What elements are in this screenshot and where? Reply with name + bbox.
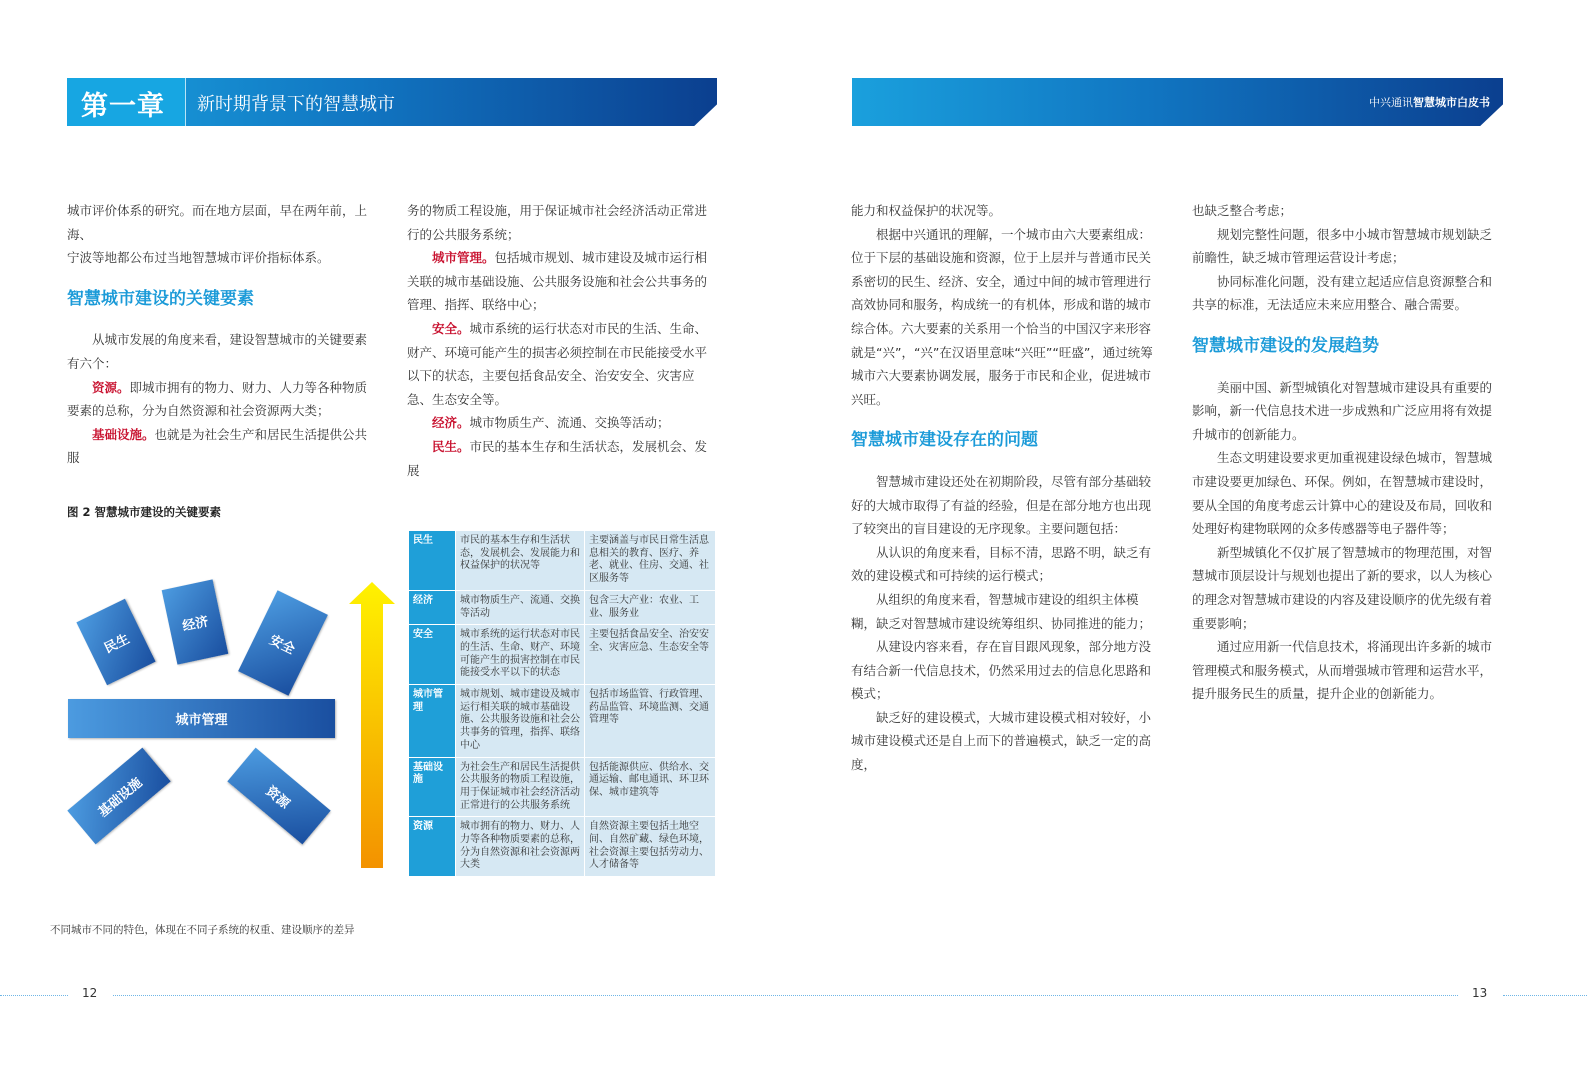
up-arrow-icon	[347, 580, 397, 870]
table-cell: 包括能源供应、供给水、交通运输、邮电通讯、环卫环保、城市建筑等	[585, 757, 716, 817]
page-number-left: 12	[82, 986, 98, 1000]
paragraph: 城市管理。包括城市规划、城市建设及城市运行相关联的城市基础设施、公共服务设施和社会公共事务的管理、指挥、联络中心；	[407, 250, 708, 313]
table-row	[409, 531, 715, 590]
paragraph: 协同标准化问题，没有建立起适应信息资源整合和共享的标准，无法适应未来应用整合、融合需要。	[1192, 273, 1493, 313]
keyword: 民生。	[432, 438, 470, 454]
table-cell: 主要包括食品安全、治安安全、灾害应急、生态安全等	[585, 625, 716, 685]
table-cell: 主要涵盖与市民日常生活息息相关的教育、医疗、养老、就业、住房、交通、社区服务等	[585, 531, 716, 590]
paragraph: 也缺乏整合考虑；	[1192, 203, 1293, 218]
chapter-title: 新时期背景下的智慧城市	[197, 94, 395, 115]
left-column-2	[407, 199, 717, 482]
table-cell: 城市规划、城市建设及城市运行相关联的城市基础设施、公共服务设施和社会公共事务的管理，指挥、联络中心	[456, 685, 585, 758]
tile-minsheng: 民生	[76, 599, 155, 686]
paragraph: 民生。市民的基本生存和生活状态，发展机会、发展	[407, 438, 708, 478]
section-heading-problems: 智慧城市建设存在的问题	[851, 430, 1038, 451]
keyword: 城市管理。	[432, 250, 495, 266]
paragraph: 安全。城市系统的运行状态对市民的生活、生命、财产、环境可能产生的损害必须控制在市民能接受水平以下的状态，主要包括食品安全、治安安全、灾害应急、生态安全等。	[407, 320, 708, 407]
keyword: 资源。	[92, 379, 130, 395]
table-row	[409, 757, 715, 817]
keyword: 基础设施。	[92, 426, 155, 442]
section-heading-trends: 智慧城市建设的发展趋势	[1192, 335, 1379, 356]
figure-caption: 不同城市不同的特色，体现在不同子系统的权重、建设顺序的差异	[50, 924, 355, 936]
key-elements-table	[409, 531, 715, 877]
section-heading-key-elements: 智慧城市建设的关键要素	[67, 288, 254, 309]
footer-rule	[1503, 995, 1587, 996]
paragraph: 通过应用新一代信息技术，将涌现出许多新的城市管理模式和服务模式，从而增强城市管理和运营水平，提升服务民生的质量，提升企业的创新能力。	[1192, 639, 1493, 702]
chapter-number: 第一章	[81, 91, 165, 122]
table-row	[409, 817, 715, 877]
table-cell: 为社会生产和居民生活提供公共服务的物质工程设施，用于保证城市社会经济活动正常进行的公共服务系统	[456, 757, 585, 817]
table-cell: 城市系统的运行状态对市民的生活、生命、财产、环境可能产生的损害控制在市民能接受水平以下的状态	[456, 625, 585, 685]
paragraph: 规划完整性问题，很多中小城市智慧城市规划缺乏前瞻性，缺乏城市管理运营设计考虑；	[1192, 226, 1493, 266]
paragraph: 能力和权益保护的状况等。	[851, 203, 1002, 218]
tile-anquan: 安全	[238, 590, 328, 695]
tile-chengshi-guanli: 城市管理	[68, 699, 335, 738]
paragraph: 根据中兴通讯的理解，一个城市由六大要素组成：位于下层的基础设施和资源，位于上层并与普通市民关系密切的民生、经济、安全，通过中间的城市管理进行高效协同和服务，构成统一的有机体，形成和谐的城市综合体。六大要素的关系用一个恰当的中国汉字来形容就是“兴”，“兴”在汉语里意味“兴旺”“旺盛”，通过统筹城市六大要素协调发展，服务于市民和企业，促进城市兴旺。	[851, 226, 1153, 407]
paragraph: 从城市发展的角度来看，建设智慧城市的关键要素有六个：	[67, 332, 368, 371]
table-cell: 包含三大产业：农业、工业、服务业	[585, 590, 716, 624]
paragraph: 资源。即城市拥有的物力、财力、人力等各种物质要素的总称，分为自然资源和社会资源两大类；	[67, 379, 368, 419]
page-number-right: 13	[1472, 986, 1488, 1000]
footer-rule	[113, 995, 1458, 996]
figure-title: 图 2 智慧城市建设的关键要素	[67, 505, 222, 519]
tile-jingji: 经济	[162, 579, 229, 664]
paragraph: 经济。城市物质生产、流通、交换等活动；	[432, 415, 670, 431]
paragraph: 从组织的角度来看，智慧城市建设的组织主体模糊，缺乏对智慧城市建设统筹组织、协同推进的能力；	[851, 591, 1152, 631]
table-row	[409, 625, 715, 685]
brand-title: 中兴通讯智慧城市白皮书	[1369, 96, 1490, 109]
right-column-1	[851, 199, 1161, 777]
intro-line-2: 宁波等地都公布过当地智慧城市评价指标体系。	[67, 250, 330, 266]
right-column-2	[1192, 199, 1502, 706]
table-key: 基础设施	[409, 757, 456, 817]
paragraph: 美丽中国、新型城镇化对智慧城市建设具有重要的影响，新一代信息技术进一步成熟和广泛应用将有效提升城市的创新能力。	[1192, 379, 1493, 442]
paragraph: 智慧城市建设还处在初期阶段，尽管有部分基础较好的大城市取得了有益的经验，但是在部分地方也出现了较突出的盲目建设的无序现象。主要问题包括：	[851, 473, 1152, 537]
tile-jichu-sheshi: 基础设施	[67, 748, 170, 845]
paragraph: 从建设内容来看，存在盲目跟风现象，部分地方没有结合新一代信息技术，仍然采用过去的信息化思路和模式；	[851, 639, 1152, 702]
intro-line-1: 城市评价体系的研究。而在地方层面，早在两年前，上海、	[67, 203, 368, 242]
table-key: 城市管理	[409, 685, 456, 758]
paragraph: 生态文明建设要求更加重视建设绿色城市，智慧城市建设要更加绿色、环保。例如，在智慧城市建设时，要从全国的角度考虑云计算中心的建设及布局，回收和处理好构建物联网的众多传感器等电子器件等；	[1192, 450, 1493, 537]
tile-ziyuan: 资源	[227, 748, 330, 845]
table-cell: 城市物质生产、流通、交换等活动	[456, 590, 585, 624]
table-row	[409, 685, 715, 758]
table-row	[409, 590, 715, 624]
keyword: 经济。	[432, 415, 470, 431]
keyword: 安全。	[432, 320, 470, 336]
table-key: 资源	[409, 817, 456, 877]
paragraph: 务的物质工程设施，用于保证城市社会经济活动正常进行的公共服务系统；	[407, 203, 708, 242]
paragraph: 基础设施。也就是为社会生产和居民生活提供公共服	[67, 426, 368, 466]
paragraph: 新型城镇化不仅扩展了智慧城市的物理范围，对智慧城市顶层设计与规划也提出了新的要求，以人为核心的理念对智慧城市建设的内容及建设顺序的优先级有着重要影响；	[1192, 544, 1493, 631]
table-key: 经济	[409, 590, 456, 624]
table-cell: 自然资源主要包括土地空间、自然矿藏、绿色环境，社会资源主要包括劳动力、人才储备等	[585, 817, 716, 877]
table-cell: 市民的基本生存和生活状态，发展机会、发展能力和权益保护的状况等	[456, 531, 585, 590]
left-column-1	[67, 199, 377, 470]
paragraph: 缺乏好的建设模式，大城市建设模式相对较好，小城市建设模式还是自上而下的普遍模式，缺乏一定的高度，	[851, 709, 1152, 773]
table-key: 安全	[409, 625, 456, 685]
table-cell: 城市拥有的物力、财力、人力等各种物质要素的总称，分为自然资源和社会资源两大类	[456, 817, 585, 877]
paragraph: 从认识的角度来看，目标不清，思路不明，缺乏有效的建设模式和可持续的运行模式；	[851, 544, 1152, 584]
table-key: 民生	[409, 531, 456, 590]
table-cell: 包括市场监管、行政管理、药品监管、环境监测、交通管理等	[585, 685, 716, 758]
footer-rule	[0, 995, 68, 996]
